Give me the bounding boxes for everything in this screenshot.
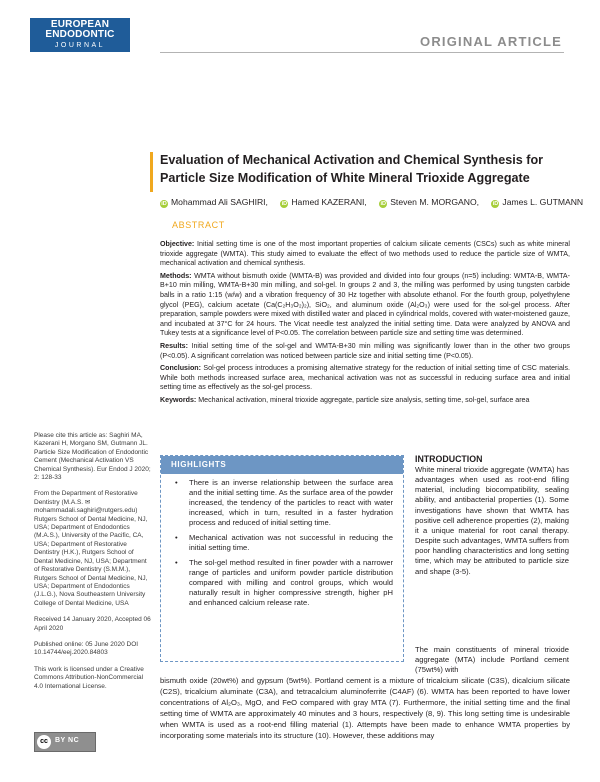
bullet-icon: • [175,533,178,542]
bullet-icon: • [175,558,178,567]
author-name: Hamed KAZERANI, [291,197,367,207]
logo-line-1: EUROPEAN [50,19,110,30]
orcid-icon[interactable]: iD [492,201,499,207]
creative-commons-badge[interactable] [34,732,96,752]
author-name: Steven M. MORGANO, [390,197,480,207]
methods-label: Methods: [160,271,192,280]
highlight-text: There is an inverse relationship between the surface area and the initial setting time. As the surface area of the powder increased, the tendency of the particles to react with water increased, which in turn, resulted in a faster hydration process and reduced of initial setting time. [189,478,393,527]
article-sidebar [34,432,152,699]
results-text: Initial setting time of the sol-gel and WMTA-B+30 min milling was significantly lower than in the other two groups (P<0.05). A significant correlation was noticed between particle size and initial setting time (P<0.05). [160,341,570,360]
highlight-text: Mechanical activation was not successful in reducing the initial setting time. [189,533,393,552]
orcid-icon[interactable]: iD [380,201,386,207]
methods-text: WMTA without bismuth oxide (WMTA-B) was provided and divided into four groups (n=5) including: WMTA-B, WMTA-B+10 min milling, WMTA-B+30 min milling, and sol-gel. In groups 2 and 3, the milling was performed by using tungsten carbide balls in a ratio 1:15 (w/w) and a vibration frequency of 30 Hz together with absolute ethanol. For the fourth group, polyethylene glycol (PEG), calcium acetate (Ca(C₂H₃O₂)₂), SiO₂, and aluminum oxide (Al₂O₃) were used for the sol-gel process. After preparation, sample powders were mixed with distilled water and placed in cylindrical molds, covered with water-moistened gauze, and incubated at 37°C for 24 hours. The Vicat needle test analyzed the initial setting time. Data were analyzed by ANOVA and Tukey tests at a significance level of P<0.05. The correlation between particle size and setting time was determined. [160,271,570,338]
article-type: ORIGINAL ARTICLE [420,34,562,49]
abstract-keywords [160,396,570,406]
citation-note: Please cite this article as: Saghiri MA, Kazerani H, Morgano SM, Gutmann JL. Particle Size Modification of Endodontic Cement (Mechanical Activation VS Chemical Synthesis). Eur Endod J 2020; 2: 128-33 [34,432,151,482]
abstract-heading: ABSTRACT [172,220,225,230]
abstract-methods [160,272,570,339]
logo-line-2: ENDODONTIC [45,29,115,40]
logo-line-3: JOURNAL [54,42,106,49]
journal-logo [30,18,130,52]
results-label: Results: [160,341,188,350]
cc-license-label: BY NC [55,737,80,744]
introduction-paragraph-1: White mineral trioxide aggregate (WMTA) has advantages when used as root-end filling material, including biocompatibility, sealing ability, and antibacterial properties (1). Some investigations have shown that WMTA has positive cell adherence properties (2), making it a unique material for root canal therapy. Despite such advantages, WMTA suffers from poor handling characteristics and long setting time, which may be attributed to particle size and shape (3-5). [415,465,569,576]
orcid-icon[interactable]: iD [281,201,288,207]
introduction-heading: INTRODUCTION [415,454,483,464]
objective-text: Initial setting time is one of the most important properties of calcium silicate cements (CSCs) such as white mineral trioxide aggregate (WMTA). This study aimed to evaluate the effect of two methods used to reduce the particle size of WMTA, mechanical activation and chemical synthesis. [160,240,570,268]
keywords-text: Mechanical activation, mineral trioxide aggregate, particle size analysis, setting time, sol-gel, surface area [198,395,530,404]
keywords-label: Keywords: [160,395,197,404]
highlights-list [171,478,393,613]
affiliations: From the Department of Restorative Dentistry (M.A.S. ✉ mohammadali.saghiri@rutgers.edu) Rutgers School of Dental Medicine, NJ, USA; Department of Endodontics (M.A.S.), University of the Pacific, CA, USA; Department of Restorative Dentistry (H.K.), Rutgers School of Dental Medicine, NJ, USA; Department of Restorative Dentistry (S.M.M.), Rutgers School of Dental Medicine, NJ, USA; Department of Endodontics (J.L.G.), Nova Southeastern University College of Dental Medicine, USA [34,490,148,607]
highlight-item [171,533,393,553]
header-divider [160,52,564,53]
received-dates: Received 14 January 2020, Accepted 06 April 2020 [34,616,151,632]
highlights-heading: HIGHLIGHTS [171,460,227,469]
introduction-paragraph-2: The main constituents of mineral trioxide aggregate (MTA) include Portland cement (75wt%) with [415,645,569,675]
abstract-results [160,342,570,361]
title-accent-bar [150,152,153,192]
bullet-icon: • [175,478,178,487]
license-note: This work is licensed under a Creative Commons Attribution-NonCommercial 4.0 International License. [34,665,144,690]
highlights-box [160,455,404,662]
author-list [160,196,584,208]
conclusion-text: Sol-gel process introduces a promising alternative strategy for the reduction of initial setting time of CSC materials. While both methods increased surface area, mechanical activation was not as successful in reducing surface area and initial setting time as effectively as the sol-gel process. [160,364,570,392]
orcid-icon[interactable]: iD [161,201,167,207]
highlight-item [171,478,393,528]
introduction-paragraph-2-continued: bismuth oxide (20wt%) and gypsum (5wt%). Portland cement is a mixture of tricalcium silicate (C3S), dicalcium silicate (C2S), tricalcium aluminate (C3A), and tetracalcium aluminoferrite (C4AF) (6). WMTA has been reported to have lower concentrations of Al₂O₃, MgO, and FeO compared with gray MTA (7). Furthermore, the initial setting time and the final setting time of WMTA are approximately 40 minutes and 3 hours, respectively (8, 9). This long setting time is undesirable when WMTA is used as a root-end filling material (1). Attempts have been made to enhance WMTA properties by incorporating some materials into its structure (10). However, these additions may [160,676,570,740]
abstract-objective [160,240,570,269]
abstract-conclusion [160,364,570,393]
publication-info[interactable]: Published online: 05 June 2020 DOI 10.14744/eej.2020.84803 [34,640,139,657]
objective-label: Objective: [160,240,195,248]
abstract-body [160,240,570,409]
author-name: James L. GUTMANN [502,197,584,207]
conclusion-label: Conclusion: [160,364,201,373]
highlight-text: The sol-gel method resulted in finer powder with a narrower range of particles and uniform powder particle distribution compared with milling and control groups, which would naturally result in higher compressive strength, higher pH and enhanced calcium release rate. [189,558,393,607]
cc-icon: cc [37,735,51,749]
article-title: Evaluation of Mechanical Activation and Chemical Synthesis for Particle Size Modification of White Mineral Trioxide Aggregate [160,153,544,185]
highlight-item [171,558,393,608]
author-name: Mohammad Ali SAGHIRI, [171,197,268,207]
